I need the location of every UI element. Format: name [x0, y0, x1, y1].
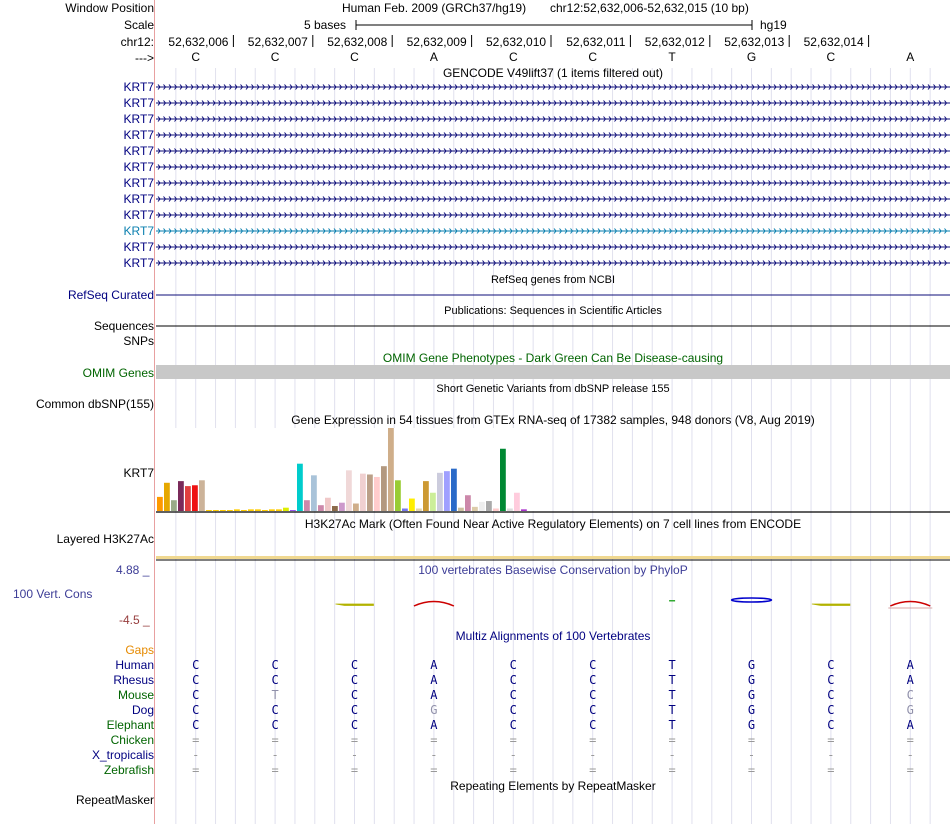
alignment-base: C: [509, 658, 517, 672]
alignment-base: C: [350, 688, 359, 702]
species-label: X_tropicalis: [91, 748, 154, 762]
phylop-mark: [812, 604, 850, 606]
phylop-mark: [336, 604, 374, 606]
alignment-base: C: [350, 703, 359, 717]
coordinate-label: 52,632,012: [644, 35, 705, 49]
gtex-label[interactable]: KRT7: [123, 466, 154, 480]
alignment-base: A: [906, 718, 914, 732]
gtex-bar: [472, 507, 478, 511]
gtex-bar: [325, 498, 331, 511]
alignment-base: T: [271, 688, 279, 702]
gene-label: KRT7: [123, 144, 154, 158]
phylop-max: 4.88 _: [116, 563, 150, 577]
strand-label: --->: [135, 51, 154, 65]
gene-label: KRT7: [123, 160, 154, 174]
alignment-base: -: [589, 748, 597, 762]
alignment-base: C: [192, 718, 200, 732]
alignment-base: C: [589, 703, 597, 717]
base-letter: C: [508, 50, 518, 64]
alignment-base: =: [271, 763, 279, 777]
alignment-base: C: [271, 703, 279, 717]
gtex-bar: [437, 473, 443, 511]
alignment-base: =: [509, 763, 517, 777]
alignment-base: G: [747, 718, 756, 732]
alignment-base: G: [747, 673, 756, 687]
gtex-bar: [444, 471, 450, 511]
gene-label: KRT7: [123, 128, 154, 142]
coordinate-label: 52,632,010: [486, 35, 547, 49]
gene-label: KRT7: [123, 176, 154, 190]
alignment-base: C: [906, 688, 914, 702]
alignment-base: =: [589, 733, 597, 747]
alignment-base: G: [906, 703, 914, 717]
gtex-bar: [479, 502, 485, 511]
gtex-bar: [227, 510, 233, 511]
gtex-bar: [164, 483, 170, 511]
species-label: Rhesus: [113, 673, 154, 687]
gtex-bar: [507, 509, 513, 511]
h3k27ac-title: H3K27Ac Mark (Often Found Near Active Regulatory Elements) on 7 cell lines from ENCODE: [304, 517, 802, 531]
h3k27ac-label[interactable]: Layered H3K27Ac: [56, 532, 154, 546]
gtex-bar: [514, 493, 520, 511]
phylop-label[interactable]: 100 Vert. Cons: [13, 587, 93, 601]
window-position-label: Window Position: [65, 1, 154, 15]
gtex-bar: [192, 485, 198, 511]
gtex-bar: [381, 466, 387, 511]
alignment-base: =: [430, 763, 438, 777]
coordinate-label: 52,632,006: [168, 35, 229, 49]
alignment-base: C: [827, 718, 835, 732]
gene-label: KRT7: [123, 192, 154, 206]
alignment-base: C: [350, 658, 359, 672]
gtex-bar: [241, 510, 247, 511]
base-letter: C: [350, 50, 359, 64]
gtex-bar: [213, 510, 219, 511]
gtex-bar: [318, 505, 324, 511]
gtex-bar: [276, 509, 282, 511]
species-label: Dog: [131, 703, 154, 717]
alignment-base: G: [747, 658, 756, 672]
gtex-bar: [500, 449, 506, 511]
alignment-base: T: [668, 688, 676, 702]
alignment-base: =: [668, 733, 676, 747]
alignment-base: =: [906, 733, 914, 747]
gene-label: KRT7: [123, 208, 154, 222]
coordinate-label: 52,632,011: [566, 35, 626, 49]
gtex-bar: [234, 509, 240, 511]
alignment-base: C: [271, 673, 279, 687]
alignment-base: T: [668, 718, 676, 732]
alignment-base: C: [271, 658, 279, 672]
alignment-base: C: [589, 658, 597, 672]
alignment-base: A: [430, 688, 438, 702]
gtex-bar: [486, 501, 492, 511]
refseq-title: RefSeq genes from NCBI: [490, 274, 616, 286]
alignment-base: C: [589, 718, 597, 732]
gtex-bar: [248, 509, 254, 511]
base-letter: C: [588, 50, 598, 64]
base-letter: A: [906, 50, 915, 64]
alignment-base: C: [192, 688, 200, 702]
gtex-bar: [409, 499, 415, 511]
gtex-bar: [283, 508, 289, 511]
snps-label[interactable]: SNPs: [123, 334, 154, 348]
gtex-bar: [157, 497, 163, 511]
alignment-base: C: [350, 718, 359, 732]
coordinate-label: 52,632,007: [247, 35, 308, 49]
gtex-bar: [367, 474, 373, 511]
gtex-bar: [402, 509, 408, 511]
gtex-bar: [353, 504, 359, 511]
alignment-base: =: [509, 733, 517, 747]
h3k27ac-signal: [156, 556, 950, 559]
dbsnp-label[interactable]: Common dbSNP(155): [35, 397, 154, 411]
refseq-label[interactable]: RefSeq Curated: [67, 288, 154, 302]
alignment-base: C: [509, 703, 517, 717]
alignment-base: =: [747, 763, 756, 777]
alignment-base: =: [747, 733, 756, 747]
pubs-title: Publications: Sequences in Scientific Articles: [444, 305, 662, 317]
alignment-base: -: [430, 748, 438, 762]
gtex-bar: [521, 509, 527, 511]
gtex-bar: [416, 509, 422, 511]
alignment-base: C: [509, 673, 517, 687]
alignment-base: C: [192, 703, 200, 717]
gtex-bar: [493, 509, 499, 511]
gtex-bar: [262, 510, 268, 511]
gtex-title: Gene Expression in 54 tissues from GTEx RNA-seq of 17382 samples, 948 donors (V8, Aug 2019): [291, 413, 815, 427]
alignment-base: A: [906, 658, 914, 672]
repeatmasker-title: Repeating Elements by RepeatMasker: [450, 779, 656, 793]
alignment-base: -: [827, 748, 835, 762]
alignment-base: G: [430, 703, 438, 717]
coordinate-label: 52,632,008: [327, 35, 388, 49]
species-label: Mouse: [117, 688, 154, 702]
gtex-bar: [199, 480, 205, 511]
gtex-bar: [220, 510, 226, 511]
scale-text: 5 bases: [304, 18, 347, 32]
species-label: Zebrafish: [103, 763, 154, 777]
alignment-base: C: [589, 673, 597, 687]
alignment-base: C: [192, 658, 200, 672]
base-letter: C: [191, 50, 201, 64]
alignment-base: C: [827, 703, 835, 717]
gtex-bar: [374, 477, 380, 511]
alignment-base: C: [509, 688, 517, 702]
alignment-base: A: [430, 658, 438, 672]
pubs-label[interactable]: Sequences: [93, 319, 154, 333]
gtex-bar: [458, 508, 464, 511]
gtex-bar: [332, 506, 338, 511]
coordinate-label: 52,632,009: [406, 35, 467, 49]
gtex-bar: [185, 486, 191, 511]
alignment-base: =: [350, 763, 359, 777]
gene-label: KRT7: [123, 80, 154, 94]
position-title: chr12:52,632,006-52,632,015 (10 bp): [550, 1, 749, 15]
gene-label: KRT7: [123, 240, 154, 254]
gene-label: KRT7: [123, 96, 154, 110]
alignment-base: -: [350, 748, 359, 762]
omim-label[interactable]: OMIM Genes: [82, 366, 154, 380]
alignment-base: -: [668, 748, 676, 762]
gtex-bar: [171, 500, 177, 511]
alignment-base: C: [827, 658, 835, 672]
alignment-base: =: [668, 763, 676, 777]
omim-title: OMIM Gene Phenotypes - Dark Green Can Be Disease-causing: [382, 351, 724, 365]
scale-db: hg19: [760, 18, 787, 32]
base-letter: C: [826, 50, 836, 64]
gencode-title: GENCODE V49lift37 (1 items filtered out): [442, 66, 664, 80]
gtex-bar: [290, 510, 296, 511]
alignment-base: =: [589, 763, 597, 777]
alignment-base: =: [827, 733, 835, 747]
alignment-base: =: [430, 733, 438, 747]
alignment-base: =: [192, 763, 200, 777]
alignment-base: C: [827, 688, 835, 702]
alignment-base: -: [747, 748, 756, 762]
alignment-base: G: [747, 703, 756, 717]
phylop-min: -4.5 _: [119, 613, 150, 627]
alignment-base: T: [668, 658, 676, 672]
scale-label: Scale: [123, 18, 154, 32]
gtex-bar: [388, 428, 394, 511]
alignment-base: -: [192, 748, 200, 762]
alignment-base: C: [271, 718, 279, 732]
alignment-base: A: [906, 673, 914, 687]
gtex-bar: [297, 464, 303, 511]
alignment-base: C: [192, 673, 200, 687]
alignment-base: T: [668, 703, 676, 717]
alignment-base: C: [827, 673, 835, 687]
phylop-mark: [669, 600, 675, 602]
gene-label: KRT7: [123, 224, 154, 238]
coordinate-label: 52,632,014: [803, 35, 864, 49]
dbsnp-title: Short Genetic Variants from dbSNP release 155: [436, 383, 670, 395]
gtex-bar: [255, 509, 261, 511]
alignment-base: A: [430, 673, 438, 687]
gene-label: KRT7: [123, 112, 154, 126]
species-label: Human: [115, 658, 154, 672]
phylop-title: 100 vertebrates Basewise Conservation by PhyloP: [418, 563, 688, 577]
gtex-bar: [430, 493, 436, 511]
species-label: Elephant: [106, 718, 154, 732]
alignment-base: A: [430, 718, 438, 732]
gtex-bar: [465, 495, 471, 511]
alignment-base: C: [589, 688, 597, 702]
alignment-base: C: [509, 718, 517, 732]
alignment-base: -: [271, 748, 279, 762]
gtex-bar: [206, 510, 212, 511]
gtex-bar: [360, 474, 366, 511]
gtex-bar: [178, 481, 184, 511]
gtex-bar: [311, 475, 317, 511]
gaps-label[interactable]: Gaps: [125, 643, 154, 657]
multiz-title: Multiz Alignments of 100 Vertebrates: [455, 629, 651, 643]
species-label: Chicken: [110, 733, 154, 747]
base-letter: T: [668, 50, 676, 64]
alignment-base: =: [192, 733, 200, 747]
chrom-label: chr12:: [120, 35, 154, 49]
gtex-bar: [451, 469, 457, 511]
coordinate-label: 52,632,013: [724, 35, 785, 49]
base-letter: G: [746, 50, 757, 64]
gene-label: KRT7: [123, 256, 154, 270]
alignment-base: =: [271, 733, 279, 747]
gtex-bar: [346, 470, 352, 511]
assembly-title: Human Feb. 2009 (GRCh37/hg19): [342, 1, 527, 15]
repeatmasker-label[interactable]: RepeatMasker: [75, 793, 154, 807]
base-letter: C: [270, 50, 280, 64]
gtex-bar: [269, 509, 275, 511]
alignment-base: =: [350, 733, 359, 747]
alignment-base: T: [668, 673, 676, 687]
gtex-bar: [304, 500, 310, 511]
alignment-base: -: [906, 748, 914, 762]
base-letter: A: [429, 50, 438, 64]
alignment-base: -: [509, 748, 517, 762]
alignment-base: =: [906, 763, 914, 777]
gtex-bar: [423, 481, 429, 511]
alignment-base: =: [827, 763, 835, 777]
alignment-base: G: [747, 688, 756, 702]
gtex-bar: [339, 503, 345, 511]
omim-bar: [156, 365, 950, 379]
gtex-bar: [395, 480, 401, 511]
alignment-base: C: [350, 673, 359, 687]
